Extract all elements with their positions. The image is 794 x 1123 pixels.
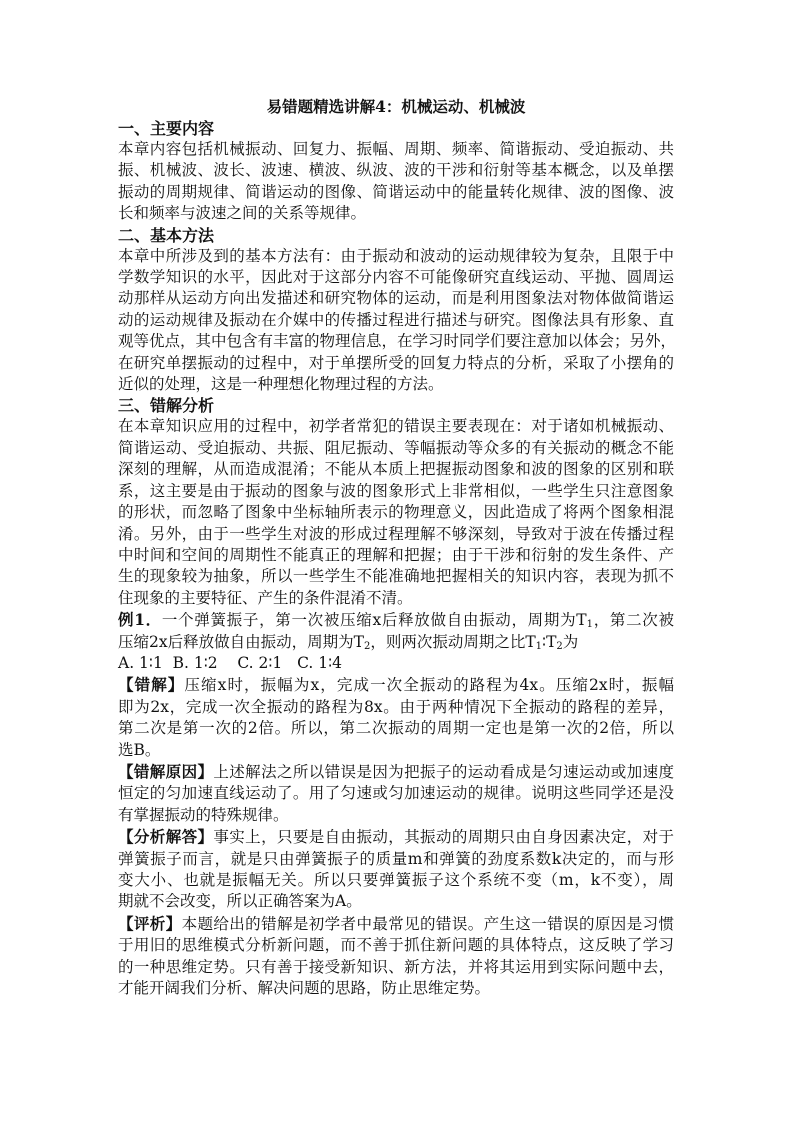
section-heading-error-analysis: 三、错解分析 [118,396,215,416]
text-line: 弹簧振子而言，就是只由弹簧振子的质量m和弹簧的劲度系数k决定的，而与形 [118,849,674,868]
subscript: 1 [586,619,593,631]
text-line: 于用旧的思维模式分析新问题，而不善于抓住新问题的具体特点，这反映了学习 [118,936,674,955]
analysis-text: 上述解法之所以错误是因为把振子的运动看成是匀速运动或加速度 [213,762,674,781]
example-text: ，第二次被 [593,611,674,630]
text-line: 才能开阔我们分析、解决问题的思路，防止思维定势。 [118,979,491,998]
text-line: 本章中所涉及到的基本方法有：由于振动和波动的运动规律较为复杂，且限于中 [118,246,674,265]
text-line: 动的运动规律及振动在介媒中的传播过程进行描述与研究。图像法具有形象、直 [118,310,674,329]
text-line: 淆。另外，由于一些学生对波的形成过程理解不够深刻，导致对于波在传播过程 [118,524,674,543]
text-line: 选B。 [118,740,161,759]
analysis-comment [118,913,674,1000]
example-question-line [118,632,674,653]
text-line: 学数学知识的水平，因此对于这部分内容不可能像研究直线运动、平抛、圆周运 [118,268,674,287]
text-line: 简谐运动、受迫振动、共振、阻尼振动、等幅振动等众多的有关振动的概念不能 [118,438,674,457]
text-line [118,826,674,848]
text-line: 动那样从运动方向出发描述和研究物体的运动，而是利用图象法对物体做简谐运 [118,289,674,308]
section-paragraph-error-analysis [118,416,674,609]
text-line: 振、机械波、波长、波速、横波、纵波、波的干涉和衍射等基本概念，以及单摆 [118,161,674,180]
text-line: 第二次是第一次的2倍。所以，第二次振动的周期一定也是第一次的2倍，所以 [118,719,674,738]
example-label: 例1． [118,610,162,630]
text-line: 在研究单摆振动的过程中，对于单摆所受的回复力特点的分析，采取了小摆角的 [118,353,674,372]
text-line: 生的现象较为抽象，所以一些学生不能准确地把握相关的知识内容，表现为抓不 [118,567,674,586]
example-text: ，则两次振动周期之比T [370,632,536,651]
analysis-error-cause [118,761,674,826]
example-question-line [118,609,674,631]
text-line: 长和频率与波速之间的关系等规律。 [118,204,367,223]
subscript: 2 [556,640,563,652]
text-line: 系，这主要是由于振动的图象与波的图象形式上非常相似，一些学生只注意图象 [118,481,674,500]
analysis-wrong-solution [118,674,674,761]
text-line: 在本章知识应用的过程中，初学者常犯的错误主要表现在：对于诸如机械振动、 [118,417,674,436]
analysis-text: 事实上，只要是自由振动，其振动的周期只由自身因素决定，对于 [213,828,674,847]
text-line: 本章内容包括机械振动、回复力、振幅、周期、频率、简谐振动、受迫振动、共 [118,140,674,158]
text-line: 期就不会改变，所以正确答案为A。 [118,892,362,911]
example-text: 一个弹簧振子，第一次被压缩x后释放做自由振动，周期为T [161,611,587,630]
text-line: 即为2x，完成一次全振动的路程为8x。由于两种情况下全振动的路程的差异， [118,697,674,716]
example-text: ∶T [542,632,557,651]
section-paragraph-main-content [118,139,674,225]
analysis-tag: 【评析】 [118,913,182,933]
text-line: 深刻的理解，从而造成混淆；不能从本质上把握振动图象和波的图象的区别和联 [118,460,674,479]
analysis-tag: 【错解原因】 [118,761,214,781]
analysis-text: 压缩x时，振幅为x，完成一次全振动的路程为4x。压缩2x时，振幅 [184,676,674,695]
document-title: 易错题精选讲解4：机械运动、机械波 [266,97,526,116]
section-paragraph-basic-methods [118,246,677,396]
text-line: 观等优点，其中包含有丰富的物理信息，在学习时同学们要注意加以体会；另外， [118,332,677,351]
subscript: 1 [535,640,543,652]
example-text: 为 [562,632,579,651]
subscript: 2 [363,640,371,652]
text-line [118,913,674,935]
document-page [118,96,677,999]
example-text: 压缩2x后释放做自由振动，周期为T [118,632,364,651]
text-line: 变大小、也就是振幅无关。所以只要弹簧振子这个系统不变（m，k不变），周 [118,871,674,889]
text-line: 振动的周期规律、简谐运动的图像、简谐运动中的能量转化规律、波的图像、波 [118,182,674,201]
answer-options: A. 1∶1 B. 1∶2 C. 2∶1 C. 1∶4 [118,653,342,672]
text-line: 有掌握振动的特殊规律。 [118,805,289,824]
text-line [118,761,674,783]
text-line: 的形状，而忽略了图象中坐标轴所表示的物理意义，因此造成了将两个图象相混 [118,503,674,522]
text-line: 的一种思维定势。只有善于接受新知识、新方法，并将其运用到实际问题中去， [118,957,674,976]
analysis-tag: 【分析解答】 [118,827,214,847]
text-line [118,674,674,696]
analysis-solution [118,826,674,913]
example-question [118,609,674,653]
section-heading-basic-methods: 二、基本方法 [118,225,215,245]
text-line: 恒定的匀加速直线运动了。用了匀速或匀加速运动的规律。说明这些同学还是没 [118,784,674,803]
analysis-tag: 【错解】 [118,675,185,695]
analysis-text: 本题给出的错解是初学者中最常见的错误。产生这一错误的原因是习惯 [181,914,674,933]
text-line: 住现象的主要特征、产生的条件混淆不清。 [118,588,413,607]
text-line: 中时间和空间的周期性不能真正的理解和把握；由于干涉和衍射的发生条件、产 [118,545,674,564]
section-heading-main-content: 一、主要内容 [118,119,215,138]
text-line: 近似的处理，这是一种理想化物理过程的方法。 [118,375,444,394]
